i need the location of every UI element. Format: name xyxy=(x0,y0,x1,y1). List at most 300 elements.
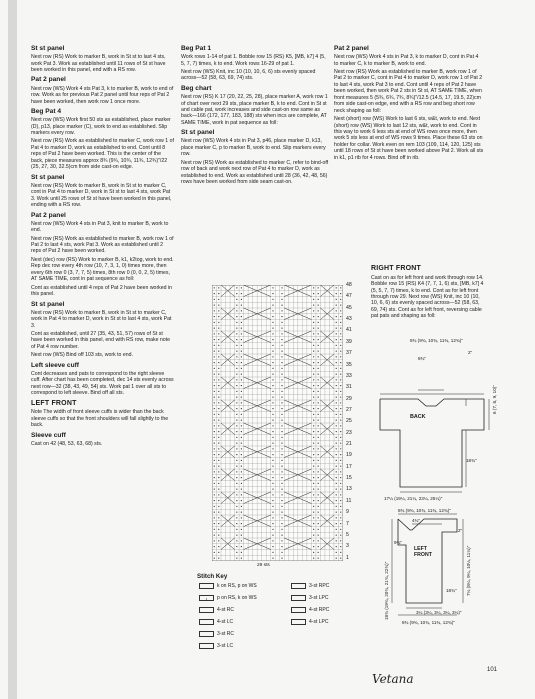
chart-purl-stitch xyxy=(340,339,341,340)
chart-purl-stitch xyxy=(241,500,242,501)
chart-purl-stitch xyxy=(318,408,319,409)
stitch-key-symbol xyxy=(199,607,214,613)
chart-purl-stitch xyxy=(313,299,314,300)
chart-purl-stitch xyxy=(336,529,337,530)
chart-purl-stitch xyxy=(281,512,282,513)
chart-purl-stitch xyxy=(236,540,237,541)
chart-purl-stitch xyxy=(218,443,219,444)
chart-purl-stitch xyxy=(272,299,273,300)
heading-st-st-panel: St st panel xyxy=(181,129,215,137)
chart-purl-stitch xyxy=(272,489,273,490)
chart-purl-stitch xyxy=(272,345,273,346)
chart-row-number: 47 xyxy=(346,293,352,300)
chart-purl-stitch xyxy=(236,506,237,507)
chart-purl-stitch xyxy=(340,351,341,352)
chart-purl-stitch xyxy=(218,448,219,449)
chart-purl-stitch xyxy=(313,489,314,490)
stitch-key-label: 4-st LPC xyxy=(309,619,329,625)
chart-purl-stitch xyxy=(318,540,319,541)
chart-purl-stitch xyxy=(218,397,219,398)
chart-purl-stitch xyxy=(241,385,242,386)
paragraph: Next (dec) row (RS) Work to marker B, k1, k2tog, work to end. Rep dec row every 4th row (10, 7, 3, 1, 0) times more, then every 6th row 0 (3, 7, 7, 5) times, 8th row 0 (0, 0, 2, 5) times, AT SAME TIME, cont in pat sequence as foll: xyxy=(31,256,174,283)
chart-row-number: 37 xyxy=(346,350,352,357)
chart-purl-stitch xyxy=(336,368,337,369)
heading-beg-chart: Beg chart xyxy=(181,84,212,92)
measurement-label: 4¾" xyxy=(412,518,421,523)
chart-purl-stitch xyxy=(241,397,242,398)
chart-purl-stitch xyxy=(313,385,314,386)
chart-purl-stitch xyxy=(318,305,319,306)
chart-purl-stitch xyxy=(340,500,341,501)
chart-purl-stitch xyxy=(272,477,273,478)
chart-purl-stitch xyxy=(281,552,282,553)
chart-purl-stitch xyxy=(336,414,337,415)
chart-purl-stitch xyxy=(313,322,314,323)
column-3 xyxy=(334,42,484,163)
chart-purl-stitch xyxy=(313,506,314,507)
chart-purl-stitch xyxy=(336,374,337,375)
chart-purl-stitch xyxy=(340,368,341,369)
chart-purl-stitch xyxy=(241,345,242,346)
chart-purl-stitch xyxy=(241,540,242,541)
chart-purl-stitch xyxy=(340,356,341,357)
chart-purl-stitch xyxy=(214,517,215,518)
chart-purl-stitch xyxy=(313,339,314,340)
chart-purl-stitch xyxy=(336,546,337,547)
chart-purl-stitch xyxy=(340,517,341,518)
chart-purl-stitch xyxy=(313,535,314,536)
chart-purl-stitch xyxy=(336,408,337,409)
chart-purl-stitch xyxy=(318,471,319,472)
chart-row-number: 7 xyxy=(346,520,349,527)
chart-purl-stitch xyxy=(241,454,242,455)
chart-purl-stitch xyxy=(340,414,341,415)
chart-purl-stitch xyxy=(340,471,341,472)
chart-purl-stitch xyxy=(236,477,237,478)
chart-purl-stitch xyxy=(272,500,273,501)
chart-purl-stitch xyxy=(241,483,242,484)
chart-purl-stitch xyxy=(214,546,215,547)
chart-purl-stitch xyxy=(318,483,319,484)
paragraph: Next row (RS) Work to marker B, work in St st to last 4 sts, work Pat 3. Work as established until 11 rows of St st have been worked in this panel, end with a RS row. xyxy=(31,54,166,74)
chart-purl-stitch xyxy=(336,356,337,357)
chart-purl-stitch xyxy=(336,385,337,386)
chart-purl-stitch xyxy=(218,379,219,380)
chart-purl-stitch xyxy=(218,351,219,352)
chart-purl-stitch xyxy=(272,328,273,329)
chart-purl-stitch xyxy=(272,437,273,438)
chart-purl-stitch xyxy=(218,454,219,455)
chart-purl-stitch xyxy=(281,391,282,392)
chart-purl-stitch xyxy=(241,546,242,547)
chart-row-number: 17 xyxy=(346,463,352,470)
chart-purl-stitch xyxy=(336,305,337,306)
chart-row-number: 19 xyxy=(346,452,352,459)
chart-purl-stitch xyxy=(218,466,219,467)
chart-purl-stitch xyxy=(281,287,282,288)
chart-purl-stitch xyxy=(272,374,273,375)
chart-purl-stitch xyxy=(313,374,314,375)
measurement-label: 6 (7, 8, 9, 10)" xyxy=(492,385,497,414)
stitch-key xyxy=(197,573,357,649)
chart-purl-stitch xyxy=(313,287,314,288)
chart-purl-stitch xyxy=(336,402,337,403)
chart-purl-stitch xyxy=(214,310,215,311)
chart-purl-stitch xyxy=(313,540,314,541)
chart-purl-stitch xyxy=(218,345,219,346)
chart-purl-stitch xyxy=(236,489,237,490)
chart-purl-stitch xyxy=(218,425,219,426)
chart-row-number: 31 xyxy=(346,384,352,391)
chart-purl-stitch xyxy=(340,420,341,421)
chart-purl-stitch xyxy=(218,558,219,559)
chart-purl-stitch xyxy=(214,506,215,507)
chart-purl-stitch xyxy=(218,385,219,386)
chart-purl-stitch xyxy=(336,500,337,501)
chart-purl-stitch xyxy=(281,523,282,524)
chart-purl-stitch xyxy=(236,517,237,518)
chart-row-number: 25 xyxy=(346,418,352,425)
chart-purl-stitch xyxy=(281,385,282,386)
stitch-key-item xyxy=(199,619,233,625)
chart-purl-stitch xyxy=(214,471,215,472)
chart-purl-stitch xyxy=(318,414,319,415)
chart-purl-stitch xyxy=(313,460,314,461)
chart-purl-stitch xyxy=(272,362,273,363)
chart-purl-stitch xyxy=(241,489,242,490)
chart-purl-stitch xyxy=(214,333,215,334)
chart-purl-stitch xyxy=(272,546,273,547)
chart-purl-stitch xyxy=(340,310,341,311)
chart-purl-stitch xyxy=(236,454,237,455)
paragraph: Next row (RS) Work to marker B, work in St st to marker C, cont in Pat 4 to marker D, work in St st to last 4 sts, work Pat 3. Work until 25 rows of St st have been worked in this panel, ending with a RS row. xyxy=(31,182,172,209)
chart-purl-stitch xyxy=(336,460,337,461)
chart-row-number: 39 xyxy=(346,338,352,345)
chart-purl-stitch xyxy=(218,328,219,329)
heading-st-st-panel: St st panel xyxy=(31,173,65,181)
stitch-key-title: Stitch Key xyxy=(197,573,228,580)
chart-purl-stitch xyxy=(340,379,341,380)
heading-pat2-panel: Pat 2 panel xyxy=(334,45,369,52)
chart-purl-stitch xyxy=(340,454,341,455)
chart-purl-stitch xyxy=(214,397,215,398)
chart-purl-stitch xyxy=(281,316,282,317)
chart-purl-stitch xyxy=(336,494,337,495)
chart-purl-stitch xyxy=(218,368,219,369)
chart-row-number: 15 xyxy=(346,475,352,482)
chart-purl-stitch xyxy=(281,489,282,490)
chart-purl-stitch xyxy=(313,391,314,392)
chart-purl-stitch xyxy=(272,529,273,530)
chart-row-number: 1 xyxy=(346,554,349,561)
chart-purl-stitch xyxy=(218,322,219,323)
chart-purl-stitch xyxy=(340,494,341,495)
stitch-key-symbol xyxy=(291,595,306,601)
chart-purl-stitch xyxy=(340,512,341,513)
chart-purl-stitch xyxy=(214,374,215,375)
chart-purl-stitch xyxy=(313,379,314,380)
chart-purl-stitch xyxy=(236,385,237,386)
heading-st-st-panel: St st panel xyxy=(31,300,65,308)
chart-purl-stitch xyxy=(218,287,219,288)
chart-purl-stitch xyxy=(214,391,215,392)
chart-purl-stitch xyxy=(214,425,215,426)
stitch-key-item xyxy=(199,583,257,589)
chart-purl-stitch xyxy=(281,517,282,518)
measurement-label: 9¾" xyxy=(394,540,403,545)
chart-purl-stitch xyxy=(236,305,237,306)
chart-purl-stitch xyxy=(214,448,215,449)
chart-purl-stitch xyxy=(340,431,341,432)
chart-purl-stitch xyxy=(241,466,242,467)
chart-purl-stitch xyxy=(236,397,237,398)
chart-purl-stitch xyxy=(318,397,319,398)
chart-purl-stitch xyxy=(318,437,319,438)
chart-purl-stitch xyxy=(272,517,273,518)
chart-purl-stitch xyxy=(313,500,314,501)
chart-purl-stitch xyxy=(214,437,215,438)
chart-purl-stitch xyxy=(214,339,215,340)
chart-purl-stitch xyxy=(241,460,242,461)
chart-purl-stitch xyxy=(272,558,273,559)
chart-row-number: 21 xyxy=(346,441,352,448)
chart-purl-stitch xyxy=(336,420,337,421)
stitch-key-label: 3-st RPC xyxy=(309,583,330,589)
chart-purl-stitch xyxy=(340,322,341,323)
chart-purl-stitch xyxy=(236,287,237,288)
paragraph: Next (short) row (WS) Work to last 6 sts, w&t, work to end. Next (short) row (WS) Work to last 12 sts, w&t, work to end. Cont in this way to work 6 less sts at end of WS rows once more, then work 5 sts less at end of WS rows 9 times. Place these 63 sts on holder for collar. Work even on rem 103 (109, 114, 120, 125) sts until 18 rows of St st have been worked above Pat 2. Work all sts in k1, p1 rib for 4 rows. Bind off in rib. xyxy=(334,116,484,161)
chart-purl-stitch xyxy=(313,517,314,518)
chart-purl-stitch xyxy=(236,310,237,311)
chart-purl-stitch xyxy=(318,293,319,294)
chart-purl-stitch xyxy=(281,466,282,467)
chart-purl-stitch xyxy=(336,425,337,426)
paragraph: Next row (RS) K 17 (20, 22, 25, 28), place marker A, work row 1 of chart over next 29 sts, place marker B, k to end. Cont in St st and cable pat, work increases and side cast-on row same as back—166 (172, 177, 183, 188) sts when incs are complete, AT SAME TIME, work in pat sequence as foll: xyxy=(181,94,328,126)
chart-purl-stitch xyxy=(236,351,237,352)
chart-purl-stitch xyxy=(340,489,341,490)
chart-purl-stitch xyxy=(241,408,242,409)
chart-purl-stitch xyxy=(336,287,337,288)
chart-purl-stitch xyxy=(318,512,319,513)
measurement-label: 8¾" xyxy=(418,356,427,361)
chart-purl-stitch xyxy=(214,316,215,317)
chart-purl-stitch xyxy=(313,494,314,495)
chart-purl-stitch xyxy=(236,529,237,530)
chart-row-number: 9 xyxy=(346,509,349,516)
chart-purl-stitch xyxy=(241,328,242,329)
chart-purl-stitch xyxy=(218,535,219,536)
chart-purl-stitch xyxy=(336,293,337,294)
chart-purl-stitch xyxy=(236,299,237,300)
chart-purl-stitch xyxy=(340,558,341,559)
chart-purl-stitch xyxy=(336,489,337,490)
chart-purl-stitch xyxy=(214,477,215,478)
chart-purl-stitch xyxy=(272,368,273,369)
chart-purl-stitch xyxy=(236,322,237,323)
chart-purl-stitch xyxy=(281,425,282,426)
chart-purl-stitch xyxy=(336,299,337,300)
chart-purl-stitch xyxy=(272,431,273,432)
paragraph: Note The width of front sleeve cuffs is wider than the back sleeve cuffs so that the front shoulders will fall slightly to the back. xyxy=(31,409,169,429)
paragraph: Next row (RS) Work as established to marker B, work row 1 of Pat 2 to last 4 sts, work Pat 3. Work as established until 2 reps of Pat 2 have been worked. xyxy=(31,235,174,255)
chart-purl-stitch xyxy=(236,402,237,403)
chart-purl-stitch xyxy=(214,494,215,495)
chart-purl-stitch xyxy=(318,374,319,375)
chart-purl-stitch xyxy=(281,448,282,449)
chart-purl-stitch xyxy=(340,328,341,329)
stitch-key-label: 3-st LPC xyxy=(309,595,329,601)
chart-purl-stitch xyxy=(336,351,337,352)
chart-purl-stitch xyxy=(318,517,319,518)
chart-row-number: 41 xyxy=(346,327,352,334)
chart-purl-stitch xyxy=(272,391,273,392)
stitch-key-symbol xyxy=(291,607,306,613)
chart-purl-stitch xyxy=(318,552,319,553)
chart-purl-stitch xyxy=(236,391,237,392)
chart-purl-stitch xyxy=(236,448,237,449)
page-number: 101 xyxy=(487,667,498,673)
chart-purl-stitch xyxy=(236,339,237,340)
chart-purl-stitch xyxy=(318,299,319,300)
measurement-label: 8¾ (9¾, 10¾, 11¾, 12¾)" xyxy=(402,620,455,625)
chart-purl-stitch xyxy=(236,523,237,524)
stitch-key-symbol xyxy=(199,619,214,625)
paragraph: Next row (WS) Knit, inc 10 (10, 10, 6, 6) sts evenly spaced across—52 (58, 63, 69, 74) sts. xyxy=(181,69,316,82)
chart-purl-stitch xyxy=(218,316,219,317)
chart-purl-stitch xyxy=(241,299,242,300)
chart-purl-stitch xyxy=(336,310,337,311)
chart-purl-stitch xyxy=(241,558,242,559)
stitch-key-label: 4-st RC xyxy=(217,607,234,613)
chart-purl-stitch xyxy=(241,517,242,518)
chart-purl-stitch xyxy=(236,425,237,426)
chart-purl-stitch xyxy=(272,506,273,507)
stitch-key-item xyxy=(199,631,234,637)
chart-purl-stitch xyxy=(318,529,319,530)
chart-purl-stitch xyxy=(218,460,219,461)
chart-purl-stitch xyxy=(318,454,319,455)
chart-purl-stitch xyxy=(281,431,282,432)
chart-purl-stitch xyxy=(214,293,215,294)
chart-purl-stitch xyxy=(340,408,341,409)
chart-purl-stitch xyxy=(272,552,273,553)
chart-purl-stitch xyxy=(214,322,215,323)
chart-purl-stitch xyxy=(336,431,337,432)
chart-purl-stitch xyxy=(236,316,237,317)
chart-purl-stitch xyxy=(281,351,282,352)
chart-purl-stitch xyxy=(218,437,219,438)
chart-purl-stitch xyxy=(218,299,219,300)
chart-purl-stitch xyxy=(218,305,219,306)
chart-purl-stitch xyxy=(313,402,314,403)
chart-purl-stitch xyxy=(336,322,337,323)
chart-purl-stitch xyxy=(336,540,337,541)
chart-purl-stitch xyxy=(318,385,319,386)
chart-purl-stitch xyxy=(241,494,242,495)
measurement-label: 18¾ (19¾, 20¾, 21¾, 22¾)" xyxy=(384,561,389,620)
chart-purl-stitch xyxy=(336,443,337,444)
chart-purl-stitch xyxy=(241,471,242,472)
chart-purl-stitch xyxy=(241,431,242,432)
stitch-key-item xyxy=(199,595,257,601)
chart-purl-stitch xyxy=(336,333,337,334)
chart-purl-stitch xyxy=(236,408,237,409)
chart-purl-stitch xyxy=(241,293,242,294)
paragraph: Cont as established until 4 reps of Pat 2 have been worked in this panel. xyxy=(31,284,173,298)
chart-purl-stitch xyxy=(241,287,242,288)
chart-purl-stitch xyxy=(313,523,314,524)
chart-purl-stitch xyxy=(313,310,314,311)
chart-purl-stitch xyxy=(336,448,337,449)
chart-purl-stitch xyxy=(272,287,273,288)
chart-purl-stitch xyxy=(218,483,219,484)
chart-purl-stitch xyxy=(281,414,282,415)
chart-purl-stitch xyxy=(214,540,215,541)
chart-purl-stitch xyxy=(236,443,237,444)
chart-purl-stitch xyxy=(241,529,242,530)
chart-purl-stitch xyxy=(340,374,341,375)
chart-purl-stitch xyxy=(214,512,215,513)
chart-purl-stitch xyxy=(218,540,219,541)
chart-purl-stitch xyxy=(272,316,273,317)
chart-purl-stitch xyxy=(272,305,273,306)
chart-purl-stitch xyxy=(313,328,314,329)
chart-purl-stitch xyxy=(313,316,314,317)
chart-purl-stitch xyxy=(313,466,314,467)
chart-purl-stitch xyxy=(340,529,341,530)
chart-purl-stitch xyxy=(313,546,314,547)
chart-purl-stitch xyxy=(281,322,282,323)
chart-purl-stitch xyxy=(214,414,215,415)
chart-purl-stitch xyxy=(340,402,341,403)
chart-purl-stitch xyxy=(214,431,215,432)
chart-purl-stitch xyxy=(313,529,314,530)
chart-purl-stitch xyxy=(214,460,215,461)
chart-purl-stitch xyxy=(313,362,314,363)
chart-purl-stitch xyxy=(318,558,319,559)
chart-purl-stitch xyxy=(241,506,242,507)
chart-purl-stitch xyxy=(236,345,237,346)
chart-purl-stitch xyxy=(218,310,219,311)
chart-purl-stitch xyxy=(218,402,219,403)
chart-purl-stitch xyxy=(281,305,282,306)
chart-purl-stitch xyxy=(281,477,282,478)
page-gutter-shadow xyxy=(8,0,17,699)
chart-purl-stitch xyxy=(218,333,219,334)
chart-purl-stitch xyxy=(272,460,273,461)
chart-purl-stitch xyxy=(340,362,341,363)
schematics xyxy=(362,340,512,680)
chart-purl-stitch xyxy=(272,512,273,513)
chart-purl-stitch xyxy=(318,523,319,524)
chart-purl-stitch xyxy=(236,546,237,547)
chart-purl-stitch xyxy=(272,322,273,323)
chart-purl-stitch xyxy=(218,293,219,294)
paragraph: Cast on as for left front and work through row 14. Bobble row 15 (RS) K4 (7, 7, 1, 6) sts, [MB, k7] 4 (5, 5, 7, 7) times, k to end. Cont as for left front through row 29. Next row (WS) Knit, inc 10 (10, 10, 6, 6) sts evenly spaced across—52 (58, 63, 69, 74) sts. Cont as for left front, reversing cable pat pats and shaping as foll: xyxy=(371,274,484,320)
chart-purl-stitch xyxy=(281,558,282,559)
chart-purl-stitch xyxy=(236,471,237,472)
chart-row-numbers xyxy=(346,282,360,566)
chart-purl-stitch xyxy=(272,483,273,484)
chart-purl-stitch xyxy=(281,529,282,530)
stitch-key-item xyxy=(291,607,329,613)
chart-purl-stitch xyxy=(281,483,282,484)
chart-purl-stitch xyxy=(272,408,273,409)
heading-left-sleeve-cuff: Left sleeve cuff xyxy=(31,361,80,369)
stitch-key-label: 3-st RC xyxy=(217,631,234,637)
chart-purl-stitch xyxy=(281,293,282,294)
measurement-label: 2" xyxy=(468,350,473,355)
